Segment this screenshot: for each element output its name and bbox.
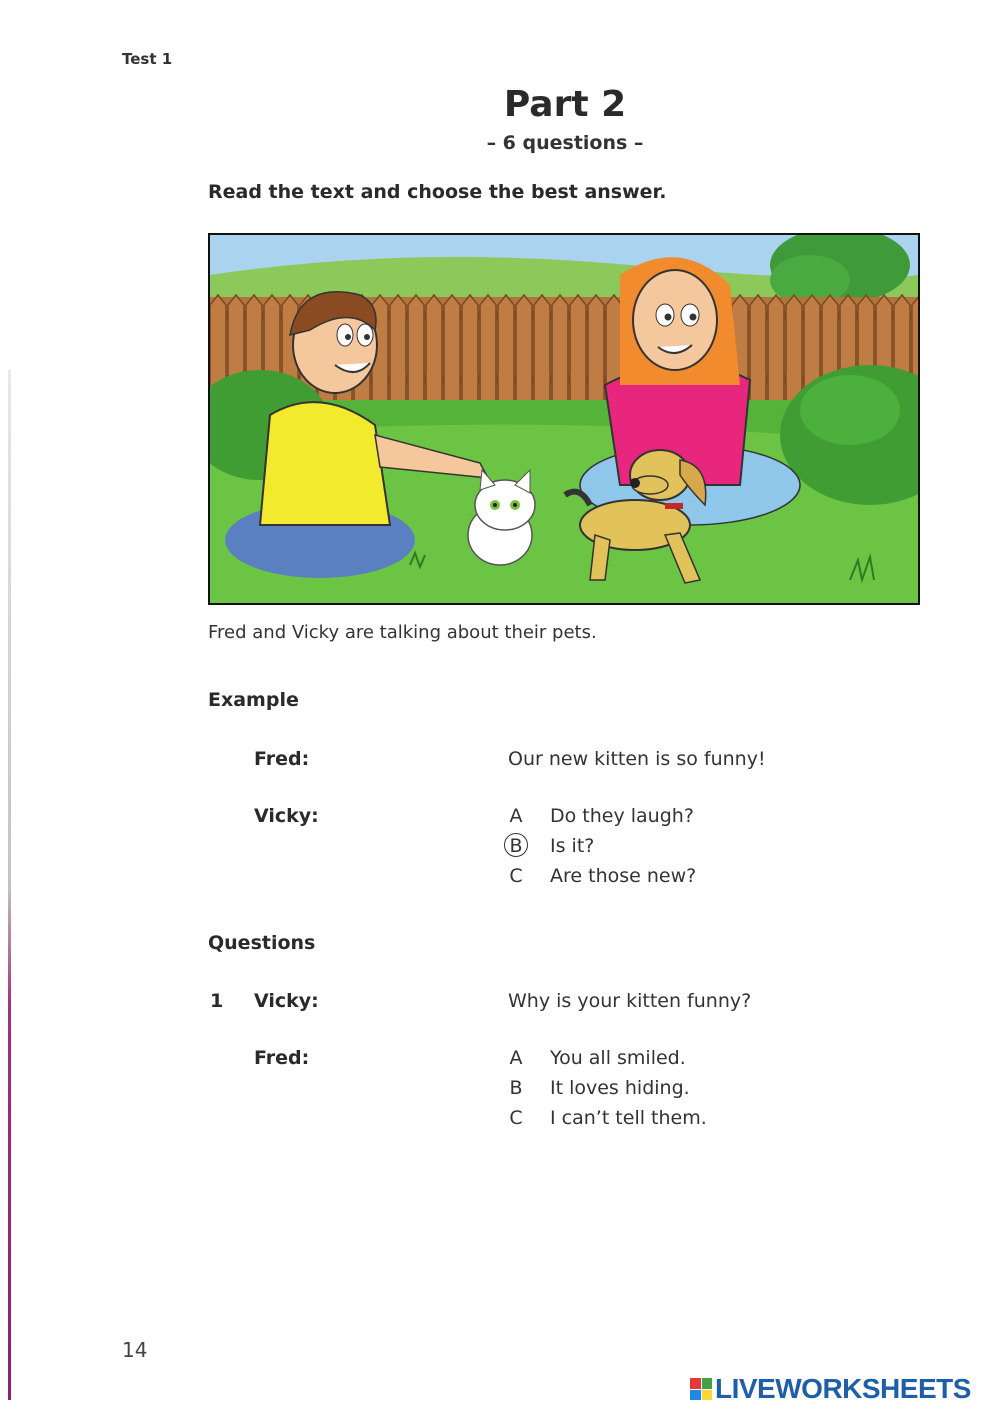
question-1-prompt-speaker: Vicky:: [254, 990, 319, 1012]
part-subtitle: – 6 questions –: [486, 132, 644, 154]
fence-picket: [426, 295, 442, 405]
scene-caption: Fred and Vicky are talking about their pets.: [208, 622, 597, 643]
instruction-text: Read the text and choose the best answer.: [208, 181, 667, 203]
fence-picket: [570, 295, 586, 405]
question-1-option-c-text[interactable]: I can’t tell them.: [550, 1107, 707, 1129]
question-1-option-c-letter[interactable]: C: [509, 1107, 523, 1129]
fence-picket: [588, 295, 604, 405]
test-label: Test 1: [122, 50, 173, 68]
example-prompt-line: Our new kitten is so funny!: [508, 748, 766, 770]
example-answer-speaker: Vicky:: [254, 805, 319, 827]
part-title: Part 2: [503, 84, 627, 125]
fence-picket: [390, 295, 406, 405]
scene-illustration: [208, 233, 920, 605]
fence-picket: [786, 295, 802, 405]
fence-picket: [462, 295, 478, 405]
fence-picket: [480, 295, 496, 405]
example-option-a-text: Do they laugh?: [550, 805, 694, 827]
question-1-prompt-line: Why is your kitten funny?: [508, 990, 752, 1012]
example-heading: Example: [208, 689, 299, 711]
question-1-option-b-letter[interactable]: B: [509, 1077, 523, 1099]
question-1-answer-speaker: Fred:: [254, 1047, 310, 1069]
question-1-option-a-letter[interactable]: A: [509, 1047, 523, 1069]
fence-picket: [768, 295, 784, 405]
fence-picket: [444, 295, 460, 405]
fence-picket: [750, 295, 766, 405]
example-prompt-speaker: Fred:: [254, 748, 310, 770]
page-number: 14: [122, 1338, 148, 1362]
fence-picket: [498, 295, 514, 405]
example-option-b-letter-circled[interactable]: B: [504, 833, 528, 857]
liveworksheets-logo-icon: [690, 1378, 712, 1400]
question-1-number: 1: [210, 990, 224, 1012]
watermark-text: LIVEWORKSHEETS: [715, 1373, 971, 1404]
example-option-b-text: Is it?: [550, 835, 595, 857]
fence-picket: [552, 295, 568, 405]
garden-scene-image: [210, 235, 918, 603]
question-1-option-a-text[interactable]: You all smiled.: [550, 1047, 686, 1069]
fence-picket: [534, 295, 550, 405]
questions-heading: Questions: [208, 932, 316, 954]
fence-picket: [516, 295, 532, 405]
example-option-c-text: Are those new?: [550, 865, 697, 887]
page-edge-line: [8, 370, 11, 1400]
example-option-a-letter: A: [509, 805, 523, 827]
question-1-option-b-text[interactable]: It loves hiding.: [550, 1077, 690, 1099]
fence-picket: [408, 295, 424, 405]
liveworksheets-watermark: [690, 1373, 971, 1405]
example-option-c-letter: C: [509, 865, 523, 887]
